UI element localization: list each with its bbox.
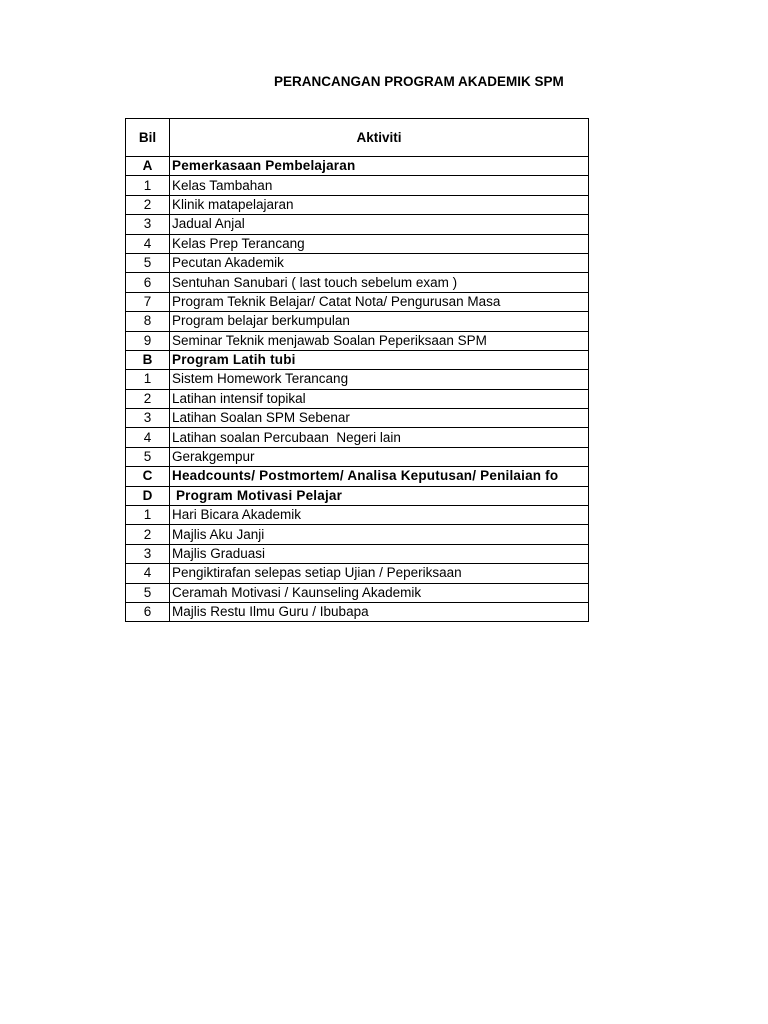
activity-cell: Majlis Aku Janji	[170, 525, 589, 544]
table-row	[126, 253, 589, 272]
table-row	[126, 447, 589, 466]
activity-cell: Gerakgempur	[170, 447, 589, 466]
bil-cell: 6	[126, 602, 170, 621]
bil-cell: A	[126, 157, 170, 176]
table-row	[126, 234, 589, 253]
table-row	[126, 389, 589, 408]
bil-cell: 6	[126, 273, 170, 292]
header-bil: Bil	[126, 119, 170, 157]
section-title-cell: Pemerkasaan Pembelajaran	[170, 157, 589, 176]
bil-cell: 3	[126, 544, 170, 563]
header-aktiviti: Aktiviti	[170, 119, 589, 157]
table-body	[126, 157, 589, 622]
section-row	[126, 157, 589, 176]
bil-cell: D	[126, 486, 170, 505]
activity-cell: Latihan Soalan SPM Sebenar	[170, 409, 589, 428]
activity-cell: Sentuhan Sanubari ( last touch sebelum exam )	[170, 273, 589, 292]
bil-cell: 3	[126, 215, 170, 234]
bil-cell: 5	[126, 447, 170, 466]
bil-cell: 2	[126, 195, 170, 214]
bil-cell: 4	[126, 428, 170, 447]
bil-cell: 9	[126, 331, 170, 350]
activity-cell: Pecutan Akademik	[170, 253, 589, 272]
table-row	[126, 506, 589, 525]
bil-cell: B	[126, 350, 170, 369]
activity-cell: Program Teknik Belajar/ Catat Nota/ Pengurusan Masa	[170, 292, 589, 311]
table-row	[126, 176, 589, 195]
section-row	[126, 486, 589, 505]
page-title: PERANCANGAN PROGRAM AKADEMIK SPM	[274, 74, 564, 89]
activity-cell: Hari Bicara Akademik	[170, 506, 589, 525]
bil-cell: 5	[126, 253, 170, 272]
table-row	[126, 564, 589, 583]
bil-cell: 1	[126, 370, 170, 389]
activity-table	[125, 118, 589, 622]
activity-cell: Pengiktirafan selepas setiap Ujian / Peperiksaan	[170, 564, 589, 583]
activity-cell: Seminar Teknik menjawab Soalan Peperiksaan SPM	[170, 331, 589, 350]
section-row	[126, 467, 589, 486]
bil-cell: 8	[126, 312, 170, 331]
table-row	[126, 583, 589, 602]
table-row	[126, 292, 589, 311]
bil-cell: C	[126, 467, 170, 486]
section-title-cell: Program Latih tubi	[170, 350, 589, 369]
activity-cell: Jadual Anjal	[170, 215, 589, 234]
table-row	[126, 428, 589, 447]
activity-cell: Latihan soalan Percubaan Negeri lain	[170, 428, 589, 447]
table-row	[126, 331, 589, 350]
table-row	[126, 544, 589, 563]
bil-cell: 1	[126, 506, 170, 525]
table-row	[126, 273, 589, 292]
bil-cell: 4	[126, 234, 170, 253]
table-row	[126, 370, 589, 389]
bil-cell: 3	[126, 409, 170, 428]
table-row	[126, 195, 589, 214]
bil-cell: 1	[126, 176, 170, 195]
table-row	[126, 525, 589, 544]
table-row	[126, 215, 589, 234]
bil-cell: 7	[126, 292, 170, 311]
activity-cell: Kelas Tambahan	[170, 176, 589, 195]
activity-cell: Latihan intensif topikal	[170, 389, 589, 408]
table-header-row	[126, 119, 589, 157]
bil-cell: 2	[126, 389, 170, 408]
activity-cell: Majlis Graduasi	[170, 544, 589, 563]
activity-cell: Program belajar berkumpulan	[170, 312, 589, 331]
table-row	[126, 602, 589, 621]
bil-cell: 5	[126, 583, 170, 602]
activity-cell: Klinik matapelajaran	[170, 195, 589, 214]
bil-cell: 4	[126, 564, 170, 583]
section-title-cell: Program Motivasi Pelajar	[170, 486, 589, 505]
section-title-cell: Headcounts/ Postmortem/ Analisa Keputusan/ Penilaian fo	[170, 467, 589, 486]
activity-cell: Kelas Prep Terancang	[170, 234, 589, 253]
activity-cell: Sistem Homework Terancang	[170, 370, 589, 389]
table-row	[126, 312, 589, 331]
table-row	[126, 409, 589, 428]
bil-cell: 2	[126, 525, 170, 544]
activity-cell: Majlis Restu Ilmu Guru / Ibubapa	[170, 602, 589, 621]
activity-cell: Ceramah Motivasi / Kaunseling Akademik	[170, 583, 589, 602]
section-row	[126, 350, 589, 369]
